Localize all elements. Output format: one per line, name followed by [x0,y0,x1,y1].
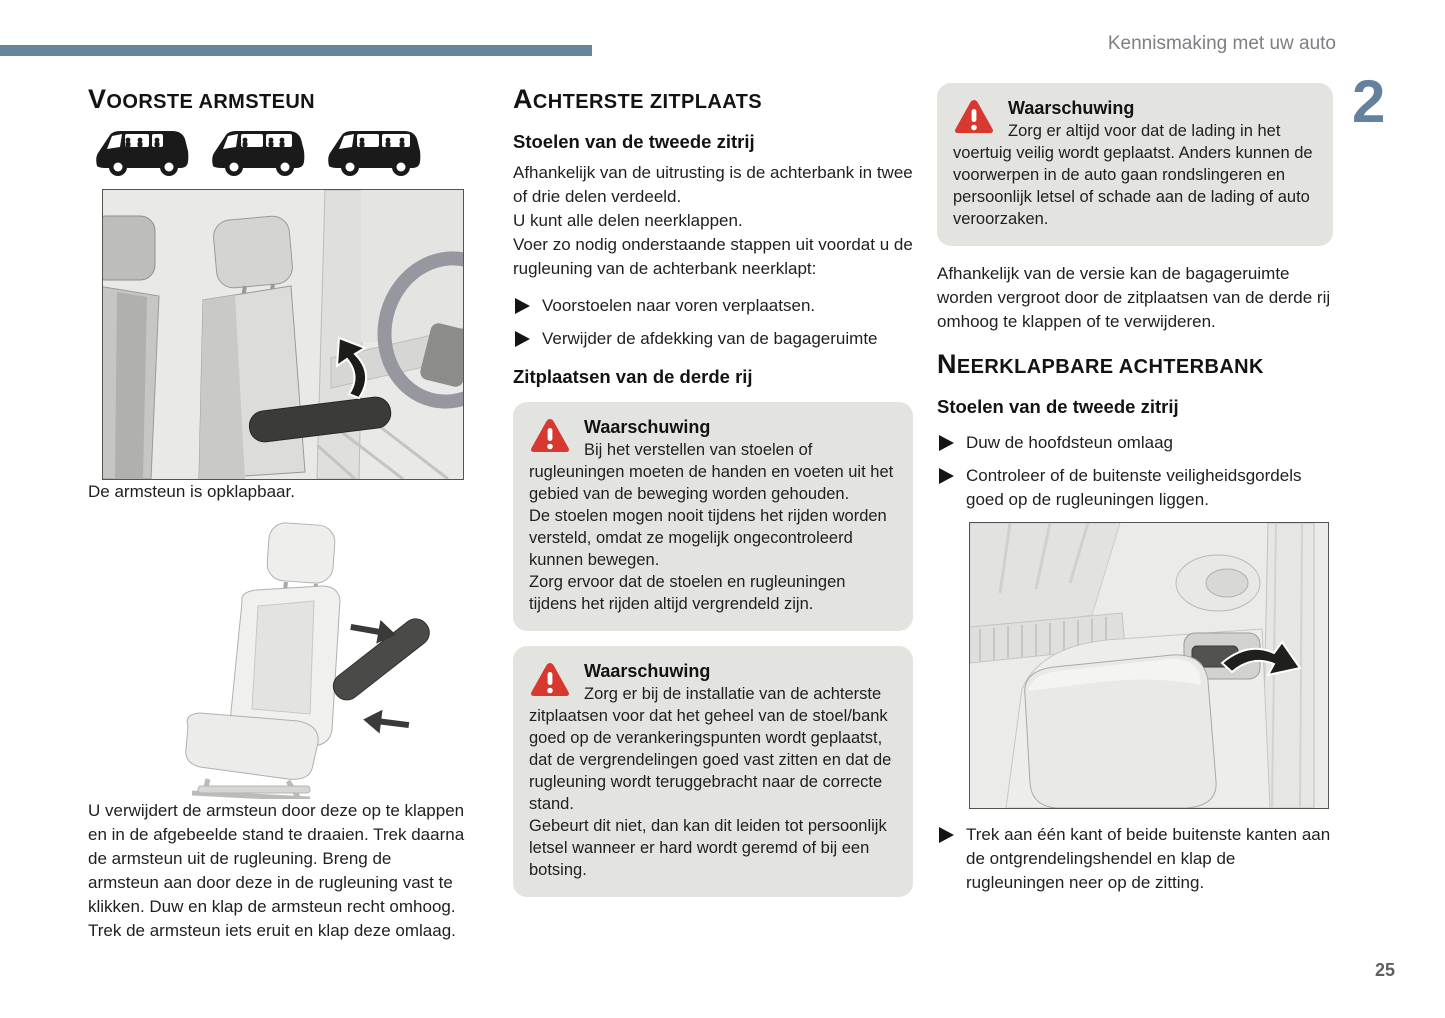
page-number: 25 [1374,960,1395,980]
warning-title: Waarschuwing [1008,98,1135,118]
warning-triangle-icon [529,661,571,699]
warning-title: Waarschuwing [584,417,711,437]
luggage-space-note: Afhankelijk van de versie kan de bagageruimte worden vergroot door de zitplaatsen van de derde rij omhoog te klappen of te verwijderen. [937,264,1331,331]
column-left [88,85,466,943]
subheading-third-row: Zitplaatsen van de derde rij [513,366,753,387]
column-right [937,80,1333,895]
warning-text: Zorg er altijd voor dat de lading in het voertuig veilig wordt geplaatst. Anders kunnen de voorwerpen in de auto gaan rondslingeren en persoonlijk letsel of schade aan de lading of auto veroorzaken. [953,122,1313,228]
vehicle-variant-icons [92,125,466,177]
list-item: Controleer of de buitenste veiligheidsgordels goed op de rugleuningen liggen. [937,464,1333,512]
warning-text: Zorg ervoor dat de stoelen en rugleuningen tijdens het rijden altijd vergrendeld zijn. [529,573,846,613]
armrest-instructions: U verwijdert de armsteun door deze op te klappen en in de afgebeelde stand te draaien. Trek daarna de armsteun uit de rugleuning. Breng de armsteun aan door deze in de rugleuning vast te klikken. Duw en klap de armsteun recht omhoog. Trek de armsteun iets eruit en klap deze omlaag. [88,801,465,940]
intro-line: U kunt alle delen neerklappen. [513,211,743,230]
illustration-front-armrest [102,189,464,480]
running-header: Kennismaking met uw auto [1107,33,1336,54]
warning-text: Zorg er bij de installatie van de achterste zitplaatsen voor dat het geheel van de stoel/bank goed op de verankeringspunten wordt geplaatst, dat de vergrendelingen goed vast zitten en dat de rugleuning wordt teruggebracht naar de correcte stand. [529,685,892,813]
warning-text: Gebeurt dit niet, dan kan dit leiden tot persoonlijk letsel wanneer er hard wordt geremd of bij een botsing. [529,817,887,879]
subheading-second-row: Stoelen van de tweede zitrij [937,396,1179,417]
list-item: Verwijder de afdekking van de bagageruimte [513,327,913,351]
arrow-right-bullet-icon [515,331,530,347]
intro-line: Afhankelijk van de uitrusting is de achterbank in twee of drie delen verdeeld. [513,163,913,206]
chapter-accent-bar [0,45,592,56]
warning-triangle-icon [529,417,571,455]
list-item: Duw de hoofdsteun omlaag [937,431,1333,455]
warning-triangle-icon [953,98,995,136]
section-title-front-armrest: VOORSTE ARMSTEUN [88,84,316,114]
warning-box [937,83,1333,246]
arrow-right-bullet-icon [515,298,530,314]
figure-caption: De armsteun is opklapbaar. [88,482,295,501]
list-item: Voorstoelen naar voren verplaatsen. [513,294,913,318]
warning-title: Waarschuwing [584,661,711,681]
arrow-right-bullet-icon [939,468,954,484]
illustration-release-handle [969,522,1329,809]
warning-box [513,646,913,897]
section-title-rear-seats: ACHTERSTE ZITPLAATS [513,84,762,114]
van-silhouette-3-icon [324,125,424,177]
warning-text: De stoelen mogen nooit tijdens het rijden worden versteld, omdat ze mogelijk ongecontroleerd kunnen bewegen. [529,507,887,569]
van-silhouette-1-icon [92,125,192,177]
subheading-second-row: Stoelen van de tweede zitrij [513,131,755,152]
warning-box [513,402,913,631]
section-title-folding-bench: NEERKLAPBARE ACHTERBANK [937,349,1264,379]
chapter-number: 2 [1352,68,1386,135]
arrow-right-bullet-icon [939,435,954,451]
illustration-armrest-removal [146,516,446,799]
warning-text: Bij het verstellen van stoelen of rugleuningen moeten de handen en voeten uit het gebied van de beweging worden gehouden. [529,441,894,503]
van-silhouette-2-icon [208,125,308,177]
intro-line: Voer zo nodig onderstaande stappen uit voordat u de rugleuning van de achterbank neerklapt: [513,235,913,278]
column-middle [513,85,913,897]
list-item: Trek aan één kant of beide buitenste kanten aan de ontgrendelingshendel en klap de rugleuningen neer op de zitting. [937,823,1333,895]
arrow-right-bullet-icon [939,827,954,843]
